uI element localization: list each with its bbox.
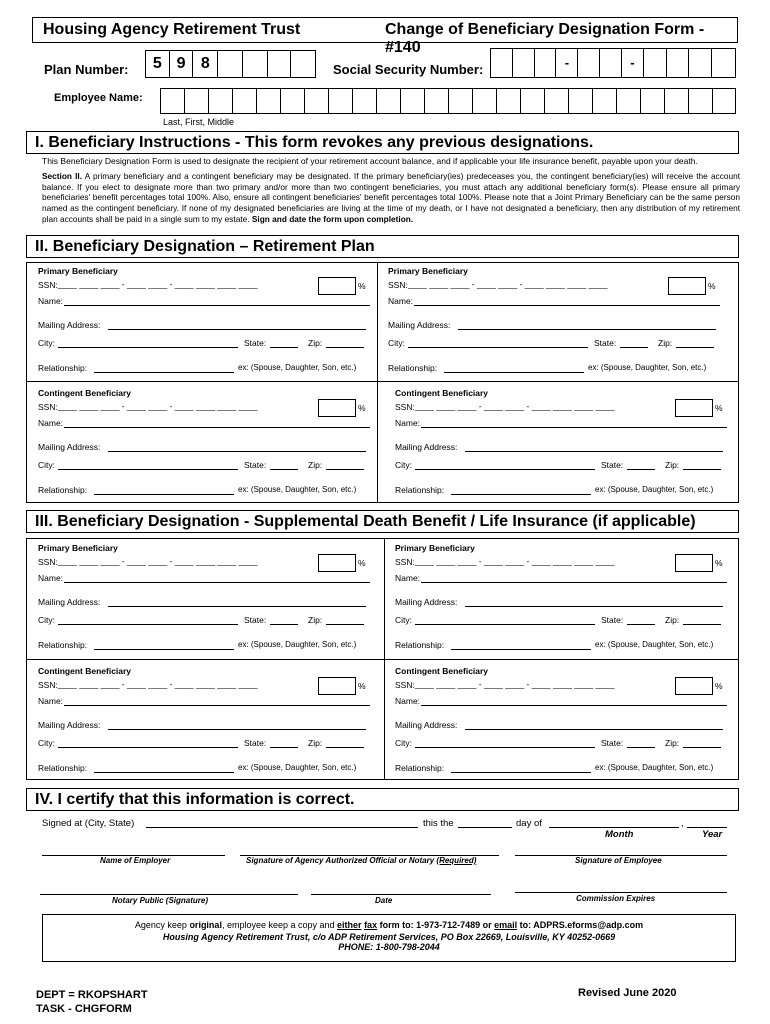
city-label: City: [395,615,412,625]
name-field[interactable] [64,696,370,706]
percent-field[interactable] [668,277,706,295]
percent-sign: % [715,681,723,691]
fax-emphasis: fax [364,920,378,930]
section2-title: II. Beneficiary Designation – Retirement Plan [35,238,375,255]
relationship-label: Relationship: [388,363,438,373]
state-label: State: [601,738,624,748]
city-field[interactable] [415,738,595,748]
ssn-dash: - [556,49,578,77]
relationship-hint: ex: (Spouse, Daughter, Son, etc.) [595,485,714,494]
section1-body-text: A primary beneficiary and a contingent beneficiary may be designated. If the primary beneficiary(ies) predeceases you, the contingent beneficiary(ies) will receive the account balance. If you elect to designate more than two primary and/or more than two contingent beneficiaries, you must attach any additional beneficiary form(s). Please ensure all primary beneficiaries' benefit percentages total 100%. Also, ensure all contingent beneficiaries' benefit percentages total 100%. Please note that a Joint Primary Beneficiary can be the same person named as the contingent beneficiary. If none of my designated beneficiaries are living at the time of my death, or I have not designated a beneficiary, then any distribution of my retirement plan accounts shall be paid in a single sum to my estate. [42,171,740,224]
state-label: State: [244,738,267,748]
name-cell[interactable] [209,89,233,113]
state-label: State: [244,615,267,625]
state-label: State: [244,338,267,348]
ssn-digit[interactable] [535,49,557,77]
agency-signature-label [246,856,476,865]
section1-intro: This Beneficiary Designation Form is used to designate the recipient of your retirement account balance, and if applicable your life insurance benefit, payable upon your death. [42,156,698,166]
percent-field[interactable] [318,677,356,695]
zip-label: Zip: [658,338,673,348]
day-of-label: day of [516,818,542,829]
city-field[interactable] [58,338,238,348]
ssn-digit[interactable] [600,49,622,77]
state-field[interactable] [627,738,655,748]
name-cell[interactable] [353,89,377,113]
relationship-field[interactable] [94,763,234,773]
name-field[interactable] [421,696,727,706]
notary-field[interactable] [40,882,298,895]
day-field[interactable] [458,815,512,828]
zip-label: Zip: [665,738,680,748]
name-cell[interactable] [233,89,257,113]
city-label: City: [38,738,55,748]
name-cell[interactable] [449,89,473,113]
mailing-address-label: Mailing Address: [395,597,458,607]
relationship-field[interactable] [451,763,591,773]
name-cell[interactable] [401,89,425,113]
name-field[interactable] [421,573,727,583]
month-label: Month [605,829,634,840]
name-label: Name: [395,573,421,583]
relationship-label: Relationship: [38,485,88,495]
plan-digit[interactable]: 5 [146,51,170,77]
name-cell[interactable] [545,89,569,113]
signed-at-label: Signed at (City, State) [42,818,135,829]
employee-signature-field[interactable] [515,843,727,856]
city-label: City: [388,338,405,348]
submission-text: , employee keep a copy and [221,920,338,930]
this-the-label: this the [423,818,454,829]
zip-label: Zip: [308,460,323,470]
mailing-address-label: Mailing Address: [395,442,458,452]
ssn-blank[interactable]: ____ ____ ____ - ____ ____ - ____ ____ ____ ____ [415,679,615,689]
ssn-digit[interactable] [491,49,513,77]
zip-label: Zip: [308,615,323,625]
name-cell[interactable] [161,89,185,113]
state-label: State: [601,460,624,470]
city-label: City: [38,460,55,470]
name-field[interactable] [421,418,727,428]
relationship-hint: ex: (Spouse, Daughter, Son, etc.) [238,763,357,772]
submission-line1 [43,920,735,930]
relationship-hint: ex: (Spouse, Daughter, Son, etc.) [238,363,357,372]
date-label: Date [375,896,393,905]
primary-beneficiary-heading: Primary Beneficiary [38,543,118,553]
commission-field[interactable] [515,880,727,893]
section1-body-end: Sign and date the form upon completion. [249,213,414,224]
contingent-beneficiary-heading: Contingent Beneficiary [38,666,132,676]
email-emphasis: email [494,920,518,930]
zip-field[interactable] [326,738,364,748]
plan-digit[interactable] [218,51,243,77]
ssn-blank[interactable]: ____ ____ ____ - ____ ____ - ____ ____ ____ ____ [408,279,608,289]
name-cell[interactable] [641,89,665,113]
dept-code: DEPT = RKOPSHART [36,989,148,1001]
ssn-label: SSN: [388,280,408,290]
contingent-beneficiary-heading: Contingent Beneficiary [38,388,132,398]
name-cell[interactable] [665,89,689,113]
date-field[interactable] [311,882,491,895]
relationship-hint: ex: (Spouse, Daughter, Son, etc.) [595,640,714,649]
primary-beneficiary-heading: Primary Beneficiary [38,266,118,276]
ssn-digit[interactable] [578,49,600,77]
ssn-digit[interactable] [644,49,667,77]
ssn-blank[interactable]: ____ ____ ____ - ____ ____ - ____ ____ ____ ____ [58,279,258,289]
contingent-beneficiary-block [38,388,368,508]
mailing-address-field[interactable] [108,442,366,452]
ssn-blank[interactable]: ____ ____ ____ - ____ ____ - ____ ____ ____ ____ [415,556,615,566]
mailing-address-label: Mailing Address: [388,320,451,330]
ssn-label: SSN: [395,680,415,690]
header-title-box [32,17,738,56]
relationship-label: Relationship: [395,485,445,495]
name-cell[interactable] [281,89,305,113]
ssn-label: SSN: [38,680,58,690]
required-label: (Required) [436,856,477,865]
primary-beneficiary-block [388,266,718,386]
name-label: Name: [395,696,421,706]
ssn-label: SSN: [395,557,415,567]
relationship-label: Relationship: [38,363,88,373]
percent-field[interactable] [675,677,713,695]
section4-title: IV. I certify that this information is correct. [35,791,355,808]
percent-sign: % [715,403,723,413]
plan-number-label: Plan Number: [44,62,129,77]
either-emphasis: either [337,920,362,930]
name-cell[interactable] [569,89,593,113]
name-label: Name: [38,418,64,428]
section1-body [42,171,740,225]
zip-field[interactable] [676,338,714,348]
relationship-field[interactable] [444,363,584,373]
name-label: Name: [38,573,64,583]
ssn-blank[interactable]: ____ ____ ____ - ____ ____ - ____ ____ ____ ____ [58,679,258,689]
state-label: State: [244,460,267,470]
city-label: City: [395,460,412,470]
relationship-label: Relationship: [395,763,445,773]
mailing-address-label: Mailing Address: [38,320,101,330]
revised-date: Revised June 2020 [578,987,677,999]
mailing-address-label: Mailing Address: [38,442,101,452]
contingent-beneficiary-heading: Contingent Beneficiary [395,666,489,676]
relationship-hint: ex: (Spouse, Daughter, Son, etc.) [595,763,714,772]
name-cell[interactable] [689,89,713,113]
percent-sign: % [358,681,366,691]
mailing-address-label: Mailing Address: [395,720,458,730]
submission-text: Agency keep [134,920,190,930]
relationship-label: Relationship: [395,640,445,650]
org-name: Housing Agency Retirement Trust [43,21,301,38]
name-label: Name: [388,296,414,306]
email-address: to: ADPRS.eforms@adp.com [517,920,644,930]
section2-header [26,235,739,258]
state-field[interactable] [270,460,298,470]
name-field[interactable] [64,296,370,306]
employee-signature-label: Signature of Employee [575,856,662,865]
plan-digit[interactable] [268,51,292,77]
city-field[interactable] [58,460,238,470]
ssn-label: Social Security Number: [333,62,484,77]
fax-number: form to: 1-973-712-7489 or [377,920,495,930]
relationship-label: Relationship: [38,763,88,773]
name-cell[interactable] [305,89,329,113]
agency-signature-text: Signature of Agency Authorized Official or Notary [246,856,435,865]
percent-field[interactable] [318,277,356,295]
mailing-address-field[interactable] [108,597,366,607]
name-cell[interactable] [497,89,521,113]
ssn-blank[interactable]: ____ ____ ____ - ____ ____ - ____ ____ ____ ____ [58,556,258,566]
state-field[interactable] [627,615,655,625]
relationship-field[interactable] [94,640,234,650]
section1-title: I. Beneficiary Instructions - This form revokes any previous designations. [35,134,594,151]
zip-field[interactable] [326,460,364,470]
primary-beneficiary-block [38,543,368,663]
contingent-beneficiary-block [395,388,725,508]
name-field[interactable] [414,296,720,306]
city-label: City: [38,338,55,348]
zip-label: Zip: [308,338,323,348]
relationship-field[interactable] [451,640,591,650]
name-label: Name: [38,296,64,306]
name-cell[interactable] [425,89,449,113]
commission-label: Commission Expires [576,894,656,903]
section1-header [26,131,739,154]
employer-label: Name of Employer [100,856,171,865]
percent-sign: % [358,558,366,568]
agency-signature-field[interactable] [240,843,499,856]
state-field[interactable] [270,615,298,625]
section3-header [26,510,739,533]
form-title: Change of Beneficiary Designation Form - #140 [385,21,705,56]
mailing-address-field[interactable] [108,320,366,330]
zip-field[interactable] [326,615,364,625]
name-cell[interactable] [257,89,281,113]
ssn-digit[interactable] [667,49,690,77]
primary-beneficiary-heading: Primary Beneficiary [395,543,475,553]
name-cell[interactable] [377,89,401,113]
primary-beneficiary-heading: Primary Beneficiary [388,266,468,276]
zip-field[interactable] [683,460,721,470]
ssn-digit[interactable] [513,49,535,77]
relationship-field[interactable] [451,485,591,495]
city-field[interactable] [415,460,595,470]
state-field[interactable] [620,338,648,348]
zip-label: Zip: [308,738,323,748]
percent-field[interactable] [318,554,356,572]
employee-name-label: Employee Name: [54,92,143,104]
ssn-label: SSN: [38,280,58,290]
mailing-address: Housing Agency Retirement Trust, c/o ADP Retirement Services, PO Box 22669, Louisville, KY 40252-0669 [162,932,616,942]
plan-digit[interactable] [291,51,315,77]
primary-beneficiary-block [38,266,368,386]
section4-header [26,788,739,811]
submission-box [42,914,736,962]
percent-sign: % [715,558,723,568]
mailing-address-label: Mailing Address: [38,597,101,607]
state-field[interactable] [270,338,298,348]
contingent-beneficiary-block [38,666,368,786]
contingent-beneficiary-block [395,666,725,786]
name-label: Name: [395,418,421,428]
percent-sign: % [358,281,366,291]
employee-name-field[interactable] [160,88,736,114]
original-emphasis: original [189,920,222,930]
zip-label: Zip: [665,460,680,470]
mailing-address-label: Mailing Address: [38,720,101,730]
zip-field[interactable] [683,738,721,748]
zip-label: Zip: [665,615,680,625]
city-field[interactable] [58,738,238,748]
ssn-blank[interactable]: ____ ____ ____ - ____ ____ - ____ ____ ____ ____ [415,401,615,411]
name-cell[interactable] [521,89,545,113]
plan-number-field[interactable] [145,50,316,78]
employer-field[interactable] [42,843,225,856]
city-field[interactable] [58,615,238,625]
zip-field[interactable] [326,338,364,348]
mailing-address-field[interactable] [108,720,366,730]
year-label: Year [702,829,723,840]
section3-title: III. Beneficiary Designation - Supplemental Death Benefit / Life Insurance (if applicable) [35,513,696,530]
phone-number: PHONE: 1-800-798-2044 [338,942,440,952]
ssn-digit[interactable] [689,49,712,77]
mailing-address-field[interactable] [458,320,716,330]
name-field[interactable] [64,573,370,583]
ssn-digit[interactable] [712,49,735,77]
plan-digit[interactable]: 8 [193,51,218,77]
state-field[interactable] [270,738,298,748]
mailing-address-field[interactable] [465,720,723,730]
signed-at-field[interactable] [146,815,418,828]
relationship-hint: ex: (Spouse, Daughter, Son, etc.) [238,640,357,649]
percent-field[interactable] [675,399,713,417]
name-cell[interactable] [329,89,353,113]
relationship-hint: ex: (Spouse, Daughter, Son, etc.) [238,485,357,494]
city-label: City: [38,615,55,625]
plan-digit[interactable] [243,51,268,77]
city-label: City: [395,738,412,748]
state-label: State: [601,615,624,625]
name-field[interactable] [64,418,370,428]
state-label: State: [594,338,617,348]
name-cell[interactable] [593,89,617,113]
ssn-field[interactable] [490,48,736,78]
ssn-dash: - [622,49,644,77]
percent-field[interactable] [675,554,713,572]
percent-field[interactable] [318,399,356,417]
section2-divider [377,263,378,502]
name-cell[interactable] [185,89,209,113]
notary-label: Notary Public (Signature) [112,896,209,905]
name-cell[interactable] [713,89,735,113]
year-field[interactable] [687,815,727,828]
section1-body-label: Section II. [42,171,83,181]
ssn-blank[interactable]: ____ ____ ____ - ____ ____ - ____ ____ ____ ____ [58,401,258,411]
relationship-field[interactable] [94,485,234,495]
ssn-label: SSN: [38,402,58,412]
relationship-label: Relationship: [38,640,88,650]
name-hint: Last, First, Middle [163,117,235,127]
contingent-beneficiary-heading: Contingent Beneficiary [395,388,489,398]
task-code: TASK - CHGFORM [36,1003,132,1015]
relationship-field[interactable] [94,363,234,373]
ssn-label: SSN: [38,557,58,567]
zip-field[interactable] [683,615,721,625]
mailing-address-field[interactable] [465,597,723,607]
state-field[interactable] [627,460,655,470]
city-field[interactable] [415,615,595,625]
percent-sign: % [708,281,716,291]
mailing-address-field[interactable] [465,442,723,452]
city-field[interactable] [408,338,588,348]
name-label: Name: [38,696,64,706]
name-cell[interactable] [617,89,641,113]
relationship-hint: ex: (Spouse, Daughter, Son, etc.) [588,363,707,372]
ssn-label: SSN: [395,402,415,412]
name-cell[interactable] [473,89,497,113]
comma-label: , [681,818,684,829]
percent-sign: % [358,403,366,413]
plan-digit[interactable]: 9 [170,51,194,77]
primary-beneficiary-block [395,543,725,663]
month-field[interactable] [549,815,679,828]
